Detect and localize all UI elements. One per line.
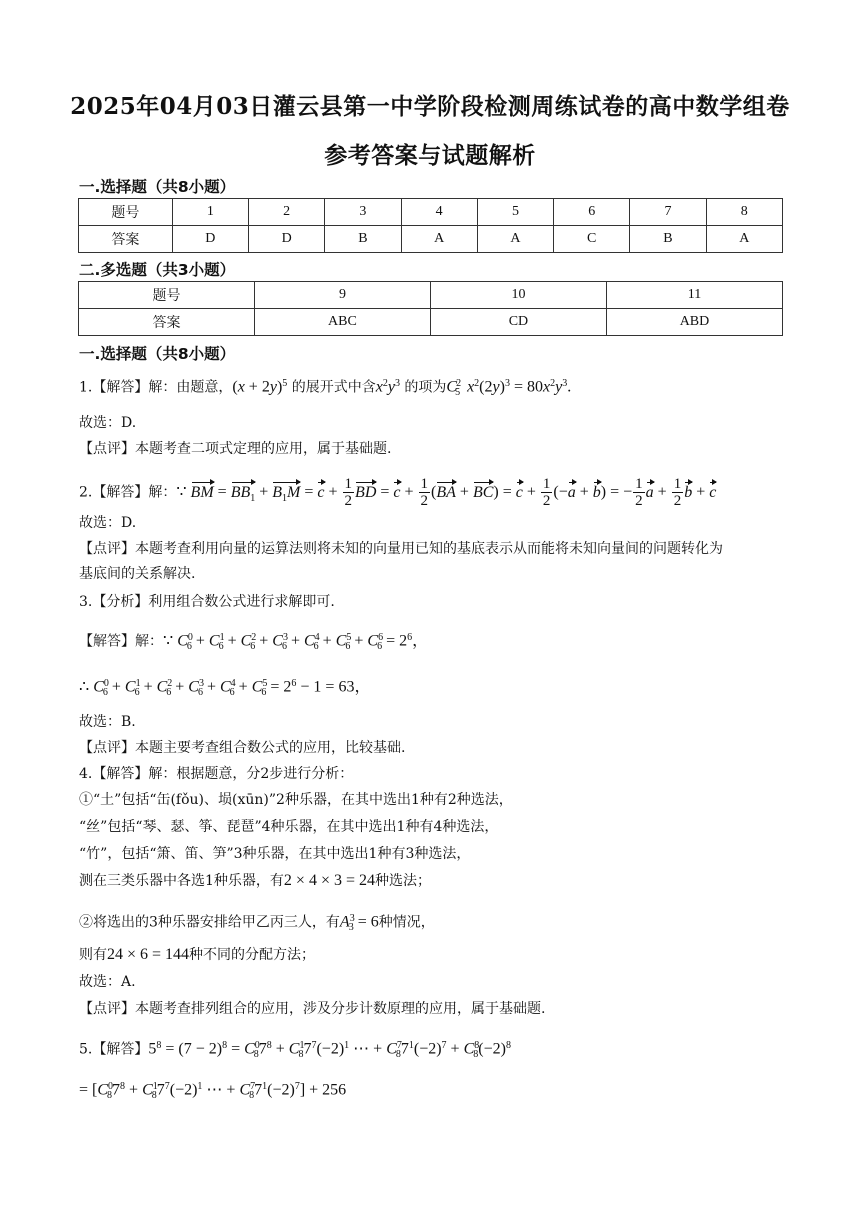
document-subtitle: 参考答案与试题解析	[324, 142, 536, 169]
table-cell: 4	[401, 199, 477, 226]
table-cell: 1	[172, 199, 248, 226]
q4-line-1: ①“土”包括“缶(fǒu)、埙(xūn)”2种乐器，在其中选出1种有2种选法，	[79, 792, 513, 808]
q4-choice: 故选：A.	[79, 974, 136, 990]
q4-line-4-tail: 种选法；	[375, 873, 431, 889]
section-heading-single-choice: 一.选择题（共8小题）	[79, 178, 236, 196]
section-heading-multiple-choice: 二.多选题（共3小题）	[79, 261, 236, 279]
q5-solution-line-2: = [$C^0_87^8 + C^1_87^7(-2)^1$ ⋯ + $C^7_87^1(-2)^7] + 256$	[79, 1081, 347, 1102]
multiple-choice-answer-table	[78, 281, 783, 336]
q4-line-5-tail: 种情况，	[378, 914, 435, 931]
math-expression: ∵	[176, 483, 191, 501]
q1-mid-text-2: 的项为	[404, 379, 447, 396]
table-cell: 3	[325, 199, 401, 226]
table-cell: 7	[630, 199, 706, 226]
q5-lead: 5.【解答】	[79, 1041, 149, 1058]
table-cell: 答案	[79, 309, 255, 336]
table-cell: D	[249, 226, 325, 253]
q4-lead: 4.【解答】解：根据题意，分2步进行分析：	[79, 766, 354, 782]
q3-lead: 【解答】解：	[79, 633, 163, 650]
q4-line-6-tail: 种不同的分配方法；	[189, 947, 316, 963]
q4-line-3: “竹”，包括“箫、笛、笋”3种乐器，在其中选出1种有3种选法，	[79, 846, 471, 862]
math-expression: ∴	[79, 678, 94, 696]
table-cell: 答案	[79, 226, 173, 253]
q1-lead: 1.【解答】解：由题意，	[79, 379, 233, 396]
table-cell: B	[630, 226, 706, 253]
q4-line-4-text: 测在三类乐器中各选1种乐器，有	[79, 873, 284, 889]
math-expression: (	[232, 378, 238, 396]
table-row	[79, 309, 783, 336]
q4-line-6	[79, 945, 315, 965]
q1-solution-line: 1.【解答】解：由题意，$(x + 2y)^5$ 的展开式中含$x^2y^3$ 的项为$C^2_5$ $x^2(2y)^3 = 80x^2y^3$.	[79, 378, 572, 399]
q4-line-6-text: 则有	[79, 947, 107, 963]
table-row	[79, 199, 783, 226]
table-cell: A	[477, 226, 553, 253]
document-title: 2025年04月03日灌云县第一中学阶段检测周练试卷的高中数学组卷	[70, 93, 790, 120]
q3-solution-line-2: ∴ $C^0_6 + C^1_6 + C^2_6 + C^3_6 + C^4_6 + C^5_6 = 2^6 - 1 = 63$，	[79, 678, 371, 699]
table-cell: 题号	[79, 199, 173, 226]
section-heading-solutions: 一.选择题（共8小题）	[79, 345, 236, 363]
table-row	[79, 282, 783, 309]
table-cell: D	[172, 226, 248, 253]
q2-comment-line-1: 【点评】本题考查利用向量的运算法则将未知的向量用已知的基底表示从而能将未知向量间的问题转化为	[79, 541, 723, 557]
math-expression: A	[339, 913, 350, 931]
table-cell: B	[325, 226, 401, 253]
q2-comment-line-2: 基底间的关系解决.	[79, 566, 196, 582]
table-cell: 5	[477, 199, 553, 226]
table-cell: A	[706, 226, 782, 253]
math-expression: C	[446, 378, 458, 396]
q1-comment: 【点评】本题考查二项式定理的应用，属于基础题.	[79, 441, 392, 457]
table-cell: C	[554, 226, 630, 253]
math-expression: x	[375, 378, 383, 396]
table-cell: A	[401, 226, 477, 253]
q2-lead: 2.【解答】解：	[79, 484, 177, 501]
q4-line-5: ②将选出的3种乐器安排给甲乙丙三人，有$A^3_3 = 6$种情况，	[79, 913, 435, 934]
q3-analysis: 3.【分析】利用组合数公式进行求解即可.	[79, 594, 335, 610]
q2-choice: 故选：D.	[79, 515, 137, 531]
table-cell: 2	[249, 199, 325, 226]
table-cell: CD	[430, 309, 606, 336]
q4-comment: 【点评】本题考查排列组合的应用，涉及分步计数原理的应用，属于基础题.	[79, 1001, 546, 1017]
q1-mid-text: 的展开式中含	[291, 379, 376, 396]
q4-line-4	[79, 871, 431, 891]
single-choice-answer-table	[78, 198, 783, 253]
table-row	[79, 226, 783, 253]
table-cell: 题号	[79, 282, 255, 309]
q3-comment: 【点评】本题主要考查组合数公式的应用，比较基础.	[79, 740, 406, 756]
table-cell: 9	[254, 282, 430, 309]
table-cell: 8	[706, 199, 782, 226]
math-expression: 24 × 6 = 144	[107, 946, 190, 963]
table-cell: ABD	[606, 309, 782, 336]
q3-choice: 故选：B.	[79, 714, 136, 730]
table-cell: 11	[606, 282, 782, 309]
math-expression: 5	[148, 1040, 157, 1058]
table-cell: ABC	[254, 309, 430, 336]
math-expression: 2 × 4 × 3 = 24	[283, 872, 375, 889]
math-expression: = [	[79, 1081, 98, 1099]
q2-solution-line: 2.【解答】解：∵ BM = $BB_1 + B_1M = c$ + $\frac{1}{2}$ BD = c + $\frac{1}{2}$ (BA + BC) = c + $\frac{1}{2}$ (−a + b) = − $\frac{1}{2}$ a + $\frac{1}{2}$ b + c	[79, 476, 717, 509]
q4-line-5-text: ②将选出的3种乐器安排给甲乙丙三人，有	[79, 914, 340, 931]
table-cell: 10	[430, 282, 606, 309]
q5-solution-line-1: 5.【解答】$5^8 = (7 - 2)^8 = C^0_87^8 + C^1_87^7(-2)^1$ ⋯ + $C^7_87^1(-2)^7 + C^8_8(-2)^8$	[79, 1040, 511, 1061]
table-cell: 6	[554, 199, 630, 226]
math-expression: ∵	[163, 632, 178, 650]
q1-choice: 故选：D.	[79, 415, 137, 431]
q3-solution-line-1: 【解答】解：∵ $C^0_6 + C^1_6 + C^2_6 + C^3_6 + C^4_6 + C^5_6 + C^6_6 = 2^6$，	[79, 632, 429, 653]
q4-line-2: “丝”包括“琴、瑟、筝、琵琶”4种乐器，在其中选出1种有4种选法，	[79, 819, 499, 835]
